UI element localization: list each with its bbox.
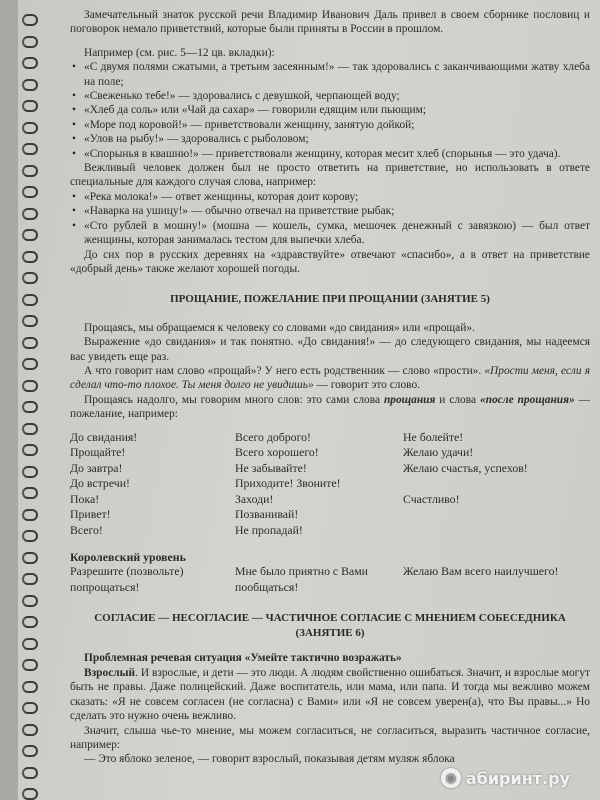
book-page xyxy=(18,0,600,800)
watermark xyxy=(441,768,570,788)
farewell-cell: Пока! xyxy=(70,491,100,506)
replies-list xyxy=(70,190,590,248)
binding-ring xyxy=(22,272,38,284)
binding-ring xyxy=(22,36,38,48)
binding-ring xyxy=(22,552,38,564)
s5-p4-mid: и слова xyxy=(435,393,480,406)
farewell-cell: Желаю счастья, успехов! xyxy=(403,460,528,475)
binding-ring xyxy=(22,509,38,521)
s6-paragraph-2: Значит, слыша чье-то мнение, мы можем согласиться, не согласиться, выразить частичное согласие, например: xyxy=(70,724,590,751)
list-item: • «Улов на рыбу!» — здоровались с рыболовом; xyxy=(70,132,590,146)
royal-phrase: Желаю Вам всего наилучшего! xyxy=(403,564,559,579)
example-intro: Например (см. рис. 5—12 цв. вкладки): xyxy=(84,46,275,59)
s5-p3-text-a: А что говорит нам слово «прощай»? У него есть родственник — слово «прости». xyxy=(84,364,485,377)
binding-ring xyxy=(22,294,38,306)
binding-ring xyxy=(22,616,38,628)
s5-p3-text-b: — говорит это слово. xyxy=(313,379,420,392)
binding-ring xyxy=(22,724,38,736)
binding-ring xyxy=(22,100,38,112)
binding-ring xyxy=(22,337,38,349)
binding-ring xyxy=(22,659,38,671)
farewell-phrases-table xyxy=(70,430,590,539)
binding-ring xyxy=(22,229,38,241)
s5-paragraph-2: Выражение «до свидания» и так понятно. «До свидания!» — до следующего свидания, мы надеемся вас увидеть еще раз. xyxy=(70,336,590,363)
binding-ring xyxy=(22,702,38,714)
problem-title: Проблемная речевая ситуация «Умейте тактично возражать» xyxy=(84,652,402,665)
royal-level-phrases xyxy=(70,564,590,595)
binding-ring xyxy=(22,788,38,800)
s5-paragraph-3 xyxy=(70,364,590,393)
binding-ring xyxy=(22,401,38,413)
binding-ring xyxy=(22,315,38,327)
farewell-cell: Всего доброго! xyxy=(235,429,311,444)
binding-ring xyxy=(22,487,38,499)
royal-phrase: Мне было приятно с Вами пообщаться! xyxy=(235,564,368,594)
farewell-cell: Привет! xyxy=(70,507,111,522)
binding-ring xyxy=(22,79,38,91)
farewell-cell: Приходите! Звоните! xyxy=(235,476,341,491)
binding-ring xyxy=(22,745,38,757)
binding-ring xyxy=(22,573,38,585)
list-item: • «Хлеб да соль» или «Чай да сахар» — говорили едящим или пьющим; xyxy=(70,103,590,117)
farewell-cell: Всего хорошего! xyxy=(235,445,319,460)
polite-paragraph: Вежливый человек должен был не просто ответить на приветствие, но использовать в ответе специальные для каждого случая слова, например: xyxy=(70,162,590,189)
farewell-cell: Прощайте! xyxy=(70,445,126,460)
adult-text: . И взрослые, и дети — это люди. А людям свойственно ошибаться. Значит, и взрослые могут быть не правы. Даже полицейский. Даже воспитатель, или мама, или папа. И тогда мы вежливо можем сказать: «Я не совсем согласен (не согласна) с Вами» или «Я не совсем уверен(а), что Вы правы...» Но сделать это нужно очень вежливо. xyxy=(70,666,590,723)
list-item: • «Спорынья в квашню!» — приветствовали женщину, которая месит хлеб (спорынья — это удача). xyxy=(70,147,590,161)
farewell-cell: Позванивай! xyxy=(235,507,299,522)
binding-ring xyxy=(22,208,38,220)
s5-p4-bold-2: «после прощания» xyxy=(479,393,575,406)
s5-p4-text-a: Прощаясь надолго, мы говорим много слов: это сами слова xyxy=(84,393,384,406)
spiral-binding xyxy=(18,0,40,800)
adult-label: Взрослый xyxy=(84,666,136,679)
farewell-cell: Заходи! xyxy=(235,491,274,506)
list-item: • «С двумя полями сжатыми, а третьим засеянным!» — так здоровались с заканчивающими жатву хлеба на поле; xyxy=(70,60,590,89)
s5-p4-end: — пожелание, например: xyxy=(70,393,590,421)
binding-ring xyxy=(22,638,38,650)
farewell-cell xyxy=(403,507,590,523)
still-today-paragraph: До сих пор в русских деревнях на «здравствуйте» отвечают «спасибо», а в ответ на приветствие «добрый день» также желают хорошей погоды. xyxy=(70,248,590,275)
binding-ring xyxy=(22,681,38,693)
farewell-cell: До встречи! xyxy=(70,476,130,491)
binding-ring xyxy=(22,186,38,198)
farewell-cell xyxy=(403,476,590,492)
binding-ring xyxy=(22,14,38,26)
royal-phrase: Разрешите (позвольте) попрощаться! xyxy=(70,564,184,594)
greetings-list xyxy=(70,60,590,161)
binding-ring xyxy=(22,466,38,478)
section-6-title: СОГЛАСИЕ — НЕСОГЛАСИЕ — ЧАСТИЧНОЕ СОГЛАСИЕ С МНЕНИЕМ СОБЕСЕДНИКА (ЗАНЯТИЕ 6) xyxy=(94,612,566,640)
list-item: • «Свеженько тебе!» — здоровались с девушкой, черпающей воду; xyxy=(70,89,590,103)
s5-p4-bold-1: прощания xyxy=(383,393,436,406)
farewell-cell: Счастливо! xyxy=(403,491,460,506)
binding-ring xyxy=(22,767,38,779)
binding-ring xyxy=(22,165,38,177)
adult-paragraph xyxy=(70,666,590,724)
s6-paragraph-3: — Это яблоко зеленое, — говорит взрослый, показывая детям муляж яблока xyxy=(84,753,455,766)
list-item: • «Река молока!» — ответ женщины, которая доит корову; xyxy=(70,190,590,204)
binding-ring xyxy=(22,444,38,456)
list-item: • «Наварка на ушицу!» — обычно отвечал на приветствие рыбак; xyxy=(70,204,590,218)
binding-ring xyxy=(22,251,38,263)
list-item: • «Море под коровой!» — приветствовали женщину, занятую дойкой; xyxy=(70,118,590,132)
farewell-cell: До завтра! xyxy=(70,460,123,475)
farewell-cell xyxy=(403,523,590,539)
intro-paragraph: Замечательный знаток русской речи Владимир Иванович Даль привел в своем сборнике пословиц и поговорок немало приветствий, которые были приняты в России в прошлом. xyxy=(70,9,590,36)
farewell-cell: Всего! xyxy=(70,522,103,537)
watermark-text: абиринт.ру xyxy=(465,768,570,788)
labirint-logo-icon: ◉ xyxy=(441,768,461,788)
binding-ring xyxy=(22,530,38,542)
binding-ring xyxy=(22,143,38,155)
farewell-cell: Не забывайте! xyxy=(235,460,307,475)
farewell-cell: Желаю удачи! xyxy=(403,445,474,460)
binding-ring xyxy=(22,595,38,607)
farewell-cell: Не болейте! xyxy=(403,429,464,444)
s5-p3-quote: «Прости меня, если я сделал что-то плохое. Ты меня долго не увидишь» xyxy=(70,364,590,392)
binding-ring xyxy=(22,57,38,69)
binding-ring xyxy=(22,423,38,435)
farewell-cell: Не пропадай! xyxy=(235,522,303,537)
farewell-cell: До свидания! xyxy=(70,429,138,444)
section-5-title: ПРОЩАНИЕ, ПОЖЕЛАНИЕ ПРИ ПРОЩАНИИ (ЗАНЯТИЕ 5) xyxy=(170,293,490,306)
page-content xyxy=(70,8,590,767)
s5-paragraph-1: Прощаясь, мы обращаемся к человеку со словами «до свидания» или «прощай». xyxy=(84,321,475,334)
binding-ring xyxy=(22,122,38,134)
binding-ring xyxy=(22,380,38,392)
binding-ring xyxy=(22,358,38,370)
royal-level-title: Королевский уровень xyxy=(70,550,186,565)
s5-paragraph-4 xyxy=(70,393,590,422)
list-item: • «Сто рублей в мошну!» (мошна — кошель, сумка, мешочек денежный с завязкою) — был ответ женщины, которая занималась тестом для выпечки хлеба. xyxy=(70,219,590,248)
